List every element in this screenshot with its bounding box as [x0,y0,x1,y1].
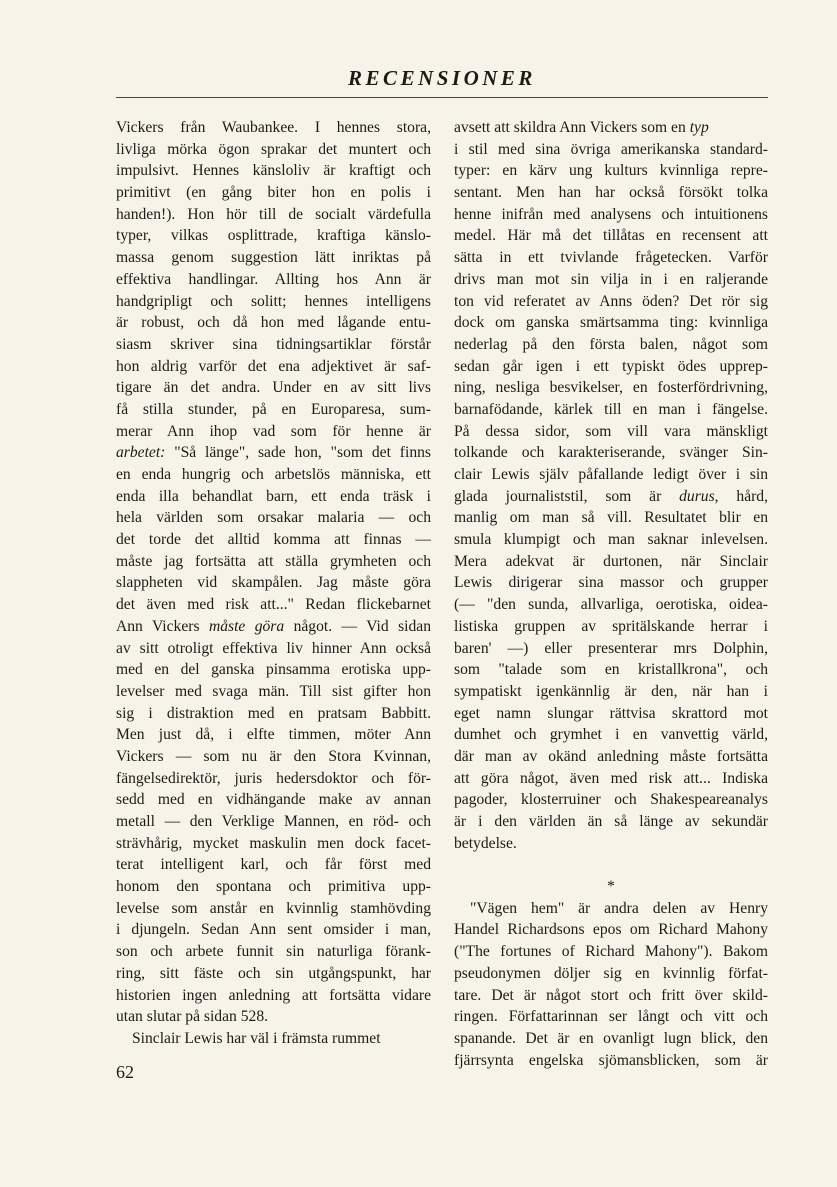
text-line: sätta in ett tvivlande frågetecken. Varför [454,249,768,267]
page-number: 62 [116,1062,134,1082]
text-run: typ [689,119,709,136]
section-title: RECENSIONER [348,66,536,90]
text-line: ringen. Författarinnan ser långt och vitt och [454,1008,768,1026]
text-line: drivs man mot sin vilja in i en raljerande [454,270,768,288]
text-line: henne inifrån med analysens och intuitionens [454,205,768,223]
text-line: (— "den sunda, allvarliga, oerotiska, oidea- [454,596,768,614]
text-line: Vickers — som nu är den Stora Kvinnan, [116,747,431,765]
text-line: är robust, och då hon med lågande entu- [116,314,431,332]
text-line: hon aldrig varför det ena adjektivet är saf- [116,357,431,375]
text-line: som "talade som en kristallkrona", och [454,661,768,679]
text-line: merar Ann ihop vad som för henne är [116,422,431,440]
text-line: sympatiskt igenkännlig är den, när han i [454,682,768,700]
text-run: arbetet: [116,444,166,462]
text-run: avsett att skildra Ann Vickers som en [454,119,690,136]
text-line: Mera adekvat är durtonen, när Sinclair [454,552,768,570]
text-line: sedd med en vidhängande make av annan [116,791,431,809]
text-line: få stilla stunder, på en Europaresa, sum- [116,400,431,418]
text-line: levelse som anstår en kvinnlig stamhövding [116,899,431,917]
text-line: med en del ganska pinsamma erotiska upp- [116,661,431,679]
text-line: strävhårig, mycket maskulin men dock facet- [116,834,431,852]
text-run: Ann Vickers [116,617,209,635]
text-line: slappheten vid skampålen. Jag måste göra [116,574,431,592]
text-line: dock om ganska smärtsamma ting: kvinnliga [454,314,768,332]
text-line: sentant. Men han har också försökt tolka [454,184,768,202]
text-line: historien ingen anledning att fortsätta vidare [116,986,431,1004]
text-line: honom den spontana och primitiva upp- [116,878,431,896]
text-line: av sitt otroligt effektiva liv hinner Ann också [116,639,431,657]
text-line: där man av okänd anledning måste fortsätta [454,747,768,765]
text-line: pagoder, klosterruiner och Shakespeareanalys [454,791,768,809]
text-line: listiska gruppen av spritälskande herrar i [454,617,768,635]
text-line: tare. Det är något stort och fritt över skild- [454,986,768,1004]
text-line: det även med risk att..." Redan flickebarnet [116,596,431,614]
text-line: ton vid referatet av Anns öden? Det rör sig [454,292,768,310]
text-line: barnafödande, kärlek till en man i fängelse. [454,400,768,418]
text-line: ning, nesliga besvikelser, en fosterfördrivning, [454,379,768,397]
text-run: något. — Vid sidan [284,617,431,635]
text-line: ("The fortunes of Richard Mahony"). Bakom [454,943,768,961]
text-run: durus [679,487,715,505]
text-line: baren' —) eller presenterar mrs Dolphin, [454,639,768,657]
text-line: typer, vilkas osplittrade, kraftiga känslo- [116,227,431,245]
text-line: fjärrsynta engelska sjömansblicken, som är [454,1051,768,1069]
text-line: * [607,878,615,896]
text-line: typer: en kärv ung kulturs kvinnliga repre- [454,162,768,180]
text-line: dumhet och grymhet i en vanvettig värld, [454,726,768,744]
text-line: son och arbete funnit sin naturliga förank- [116,943,431,961]
text-line: clair Lewis själv påfallande ledigt över i sin [454,466,768,483]
text-line: utan slutar på sidan 528. [116,1008,269,1026]
text-line: manlig om man så vill. Resultatet blir en [454,509,768,527]
text-line: måste jag fortsätta att ställa grymheten och [116,552,431,570]
text-run: måste göra [208,617,285,635]
text-line: i stil med sina övriga amerikanska standard- [454,140,768,158]
text-line [454,117,768,139]
text-run: "Så länge", sade hon, "som det finns [165,444,431,462]
text-line: hela världen som orsakar malaria — och [116,509,431,527]
header-rule [116,97,768,98]
text-line: terat intelligent karl, och får först med [116,856,431,874]
text-line: sig i distraktion med en pratsam Babbitt. [116,704,431,722]
text-line: det torde det alltid komma att finnas — [116,531,431,549]
text-line: tigare än det andra. Under en av sitt livs [116,379,431,397]
text-line: eget namn slungar rättvisa skrattord mot [454,704,768,722]
text-line: spanande. Det är en ovanligt lugn blick, den [454,1029,768,1047]
text-line: effektiva handlingar. Allting hos Ann är [116,270,431,288]
text-line: är i den världen än så länge av sekundär [454,813,768,830]
text-line: primitivt (en gång biter hon en polis i [116,184,431,202]
text-line: sedan går igen i ett typiskt ödes upprep- [454,357,768,375]
text-line: Sinclair Lewis har väl i främsta rummet [132,1029,381,1047]
text-line: Men just då, i elfte timmen, möter Ann [116,726,431,744]
text-line: Lewis dirigerar sina massor och grupper [454,574,768,592]
text-line: Handel Richardsons epos om Richard Mahony [454,921,768,939]
text-line: smula klumpigt och man saknar inlevelsen. [454,531,768,549]
text-line: levelser med svaga män. Till sist gifter hon [116,682,431,700]
right-text-column [454,117,768,1071]
text-line: fängelsedirektör, juris hedersdoktor och för- [116,769,431,787]
text-line: medel. Här må det tillåtas en recensent att [454,227,768,245]
text-line: Vickers från Waubankee. I hennes stora, [116,119,431,136]
text-line [116,616,431,638]
text-line: i djungeln. Sedan Ann sent omsider i man, [116,921,431,939]
text-line: betydelse. [454,834,517,852]
text-line: livliga mörka ögon sprakar det muntert och [116,140,431,158]
text-line: handen!). Hon hör till de socialt värdefulla [116,205,431,223]
text-line [454,854,768,876]
text-line: "Vägen hem" är andra delen av Henry [470,899,768,917]
text-line: enda illa behandlat barn, ett enda träsk i [116,487,431,505]
text-line: pseudonymen döljer sig en kvinnlig förfat- [454,964,768,982]
text-line: siasm skriver sina tidningsartiklar förstår [116,335,431,353]
text-line: en enda hungrig och arbetslös människa, ett [116,466,431,483]
left-text-column [116,117,431,1050]
text-line: handgripligt och solitt; hennes intelligens [116,292,431,310]
text-line: massa genom suggestion lätt inriktas på [116,249,431,267]
text-run: , hård, [714,487,769,505]
text-line: att göra något, även med risk att... Indiska [454,769,768,787]
text-line [116,442,431,464]
text-line: nederlag på den första balen, något som [454,335,768,353]
text-line: tolkande och karakteriserande, svänger Sin- [454,444,768,462]
text-line: impulsivt. Hennes känsloliv är kraftigt och [116,162,431,180]
text-line: ring, sitt fäste och sin utgångspunkt, har [116,964,431,982]
running-header [116,66,768,91]
text-run: glada journaliststil, som är [454,487,680,505]
text-line: metall — den Verklige Mannen, en röd- och [116,813,431,830]
text-line [454,486,768,508]
text-line: På dessa sidor, som vill vara mänskligt [454,422,768,440]
